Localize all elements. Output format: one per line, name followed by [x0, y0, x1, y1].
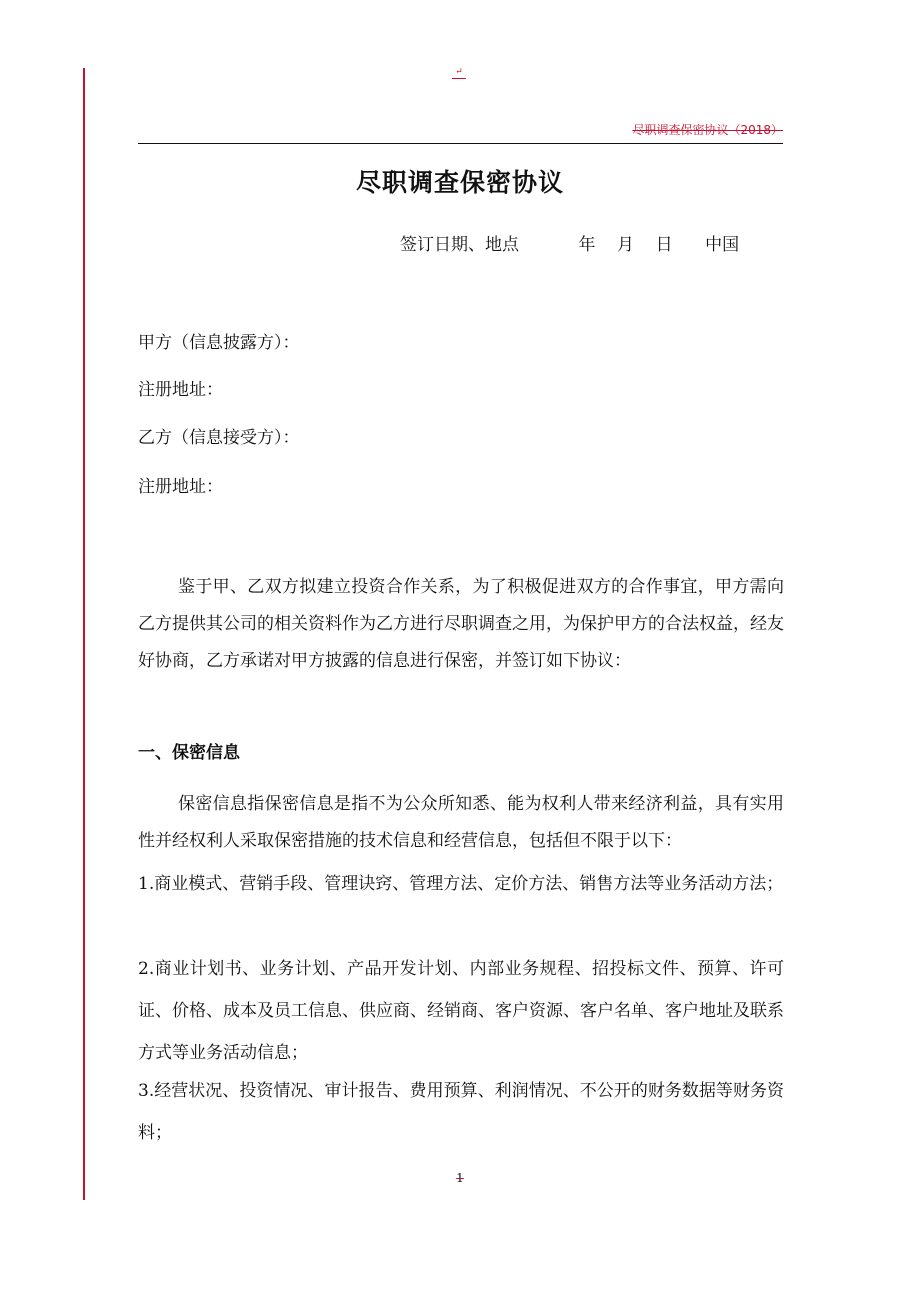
page-number-text: 1 — [456, 1171, 464, 1185]
party-b-label: 乙方（信息接受方）： — [138, 428, 300, 448]
party-a-label: 甲方（信息披露方）： — [138, 333, 300, 353]
revision-margin-bar — [83, 68, 85, 1200]
list-item: 2.商业计划书、业务计划、产品开发计划、内部业务规程、招投标文件、预算、许可证、价格、成本及员工信息、供应商、经销商、客户资源、客户名单、客户地址及联系方式等业务活动信息； — [138, 959, 784, 1063]
party-b-address-label: 注册地址： — [138, 477, 223, 497]
running-header: 尽职调查保密协议（2018） — [632, 123, 783, 137]
party-a-address-label: 注册地址： — [138, 380, 223, 400]
preamble-paragraph: 鉴于甲、乙双方拟建立投资合作关系，为了积极促进双方的合作事宜，甲方需向乙方提供其公司的相关资料作为乙方进行尽职调查之用，为保护甲方的合法权益，经友好协商，乙方承诺对甲方披露的信息进行保密，并签订如下协议： — [138, 577, 784, 671]
section-heading: 一、保密信息 — [138, 743, 240, 763]
sign-date-location: 签订日期、地点 年 月 日 中国 — [400, 235, 740, 255]
page-number — [0, 1170, 920, 1186]
header-rule — [138, 143, 783, 144]
list-item: 1.商业模式、营销手段、管理诀窍、管理方法、定价方法、销售方法等业务活动方法； — [138, 874, 784, 894]
paragraph-mark: ↵ — [452, 66, 466, 79]
list-item: 3.经营状况、投资情况、审计报告、费用预算、利润情况、不公开的财务数据等财务资料； — [138, 1081, 784, 1143]
confidential-info-intro: 保密信息指保密信息是指不为公众所知悉、能为权利人带来经济利益，具有实用性并经权利人采取保密措施的技术信息和经营信息，包括但不限于以下： — [138, 794, 784, 851]
document-title: 尽职调查保密协议 — [355, 168, 564, 197]
